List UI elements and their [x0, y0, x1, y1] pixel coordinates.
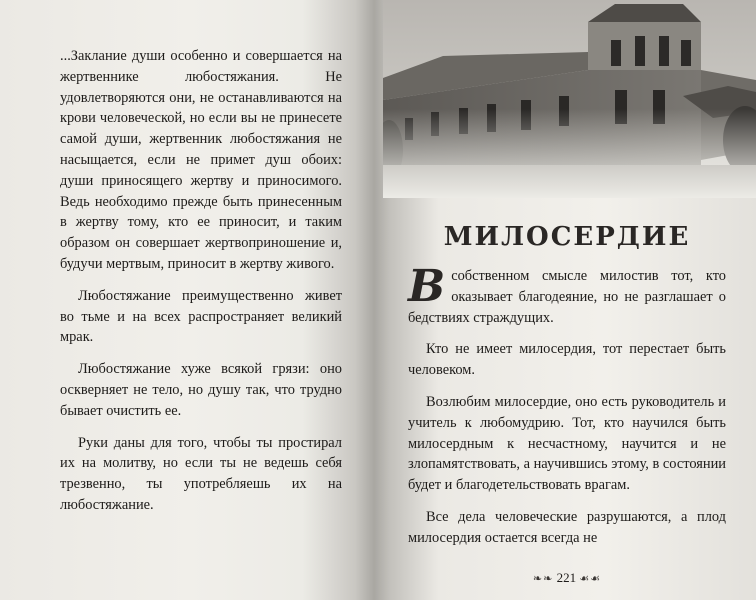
ornament-right-icon: ☙☙: [579, 573, 602, 585]
monastery-photo: [383, 0, 756, 198]
right-text-block: [408, 261, 726, 560]
right-paragraph-4: Все дела человеческие разрушаются, а плод милосердия остается всегда не: [408, 508, 726, 546]
dropcap-letter: В: [408, 261, 446, 312]
page-number: [408, 570, 726, 586]
monastery-photo-drawing: [383, 0, 756, 198]
left-page: [0, 0, 376, 600]
right-paragraph-3: Возлюбим милосердие, оно есть руководитель и учитель к любомудрию. Тот, кто научился быть милосердным к несчастному, научится и не злопамятствовать, а научившись этому, в состоянии будет и благодетельствовать врагам.: [408, 393, 726, 494]
left-paragraph-3: Любостяжание хуже всякой грязи: оно оскверняет не тело, но душу так, что трудно бывает очистить ее.: [60, 361, 342, 419]
left-text-block: [60, 46, 342, 527]
right-page: [380, 0, 756, 600]
left-paragraph-1: ...Заклание души особенно и совершается на жертвеннике любостяжания. Не удовлетворяются они, не останавливаются на крови человеческой, но если вы не принесете самой души, жертвенник любостяжания не насыщается, если не примет душ обоих: души приносящего жертву и приносимого. Ведь необходимо прежде быть принесенным в жертву тому, кто ее приносит, и таким образом он совершает жертвоприношение и, будучи мертвым, приносит в жертву живого.: [60, 48, 342, 272]
left-paragraph-4: Руки даны для того, чтобы ты простирал их на молитву, но если ты не ведешь себя трезвенно, ты употребляешь их на любостяжание.: [60, 434, 342, 513]
page-number-value: 221: [556, 570, 577, 585]
left-paragraph-2: Любостяжание преимущественно живет во тьме и на всех распространяет великий мрак.: [60, 287, 342, 346]
chapter-title: МИЛОСЕРДИЕ: [443, 222, 691, 252]
first-paragraph-text: собственном смысле милостив тот, кто оказывает благодеяние, но не разглашает о бедствиях страждущих.: [408, 268, 726, 326]
right-paragraph-1: [408, 261, 726, 328]
right-paragraph-2: Кто не имеет милосердия, тот перестает быть человеком.: [408, 341, 726, 379]
ornament-left-icon: ❧❧: [532, 573, 554, 585]
